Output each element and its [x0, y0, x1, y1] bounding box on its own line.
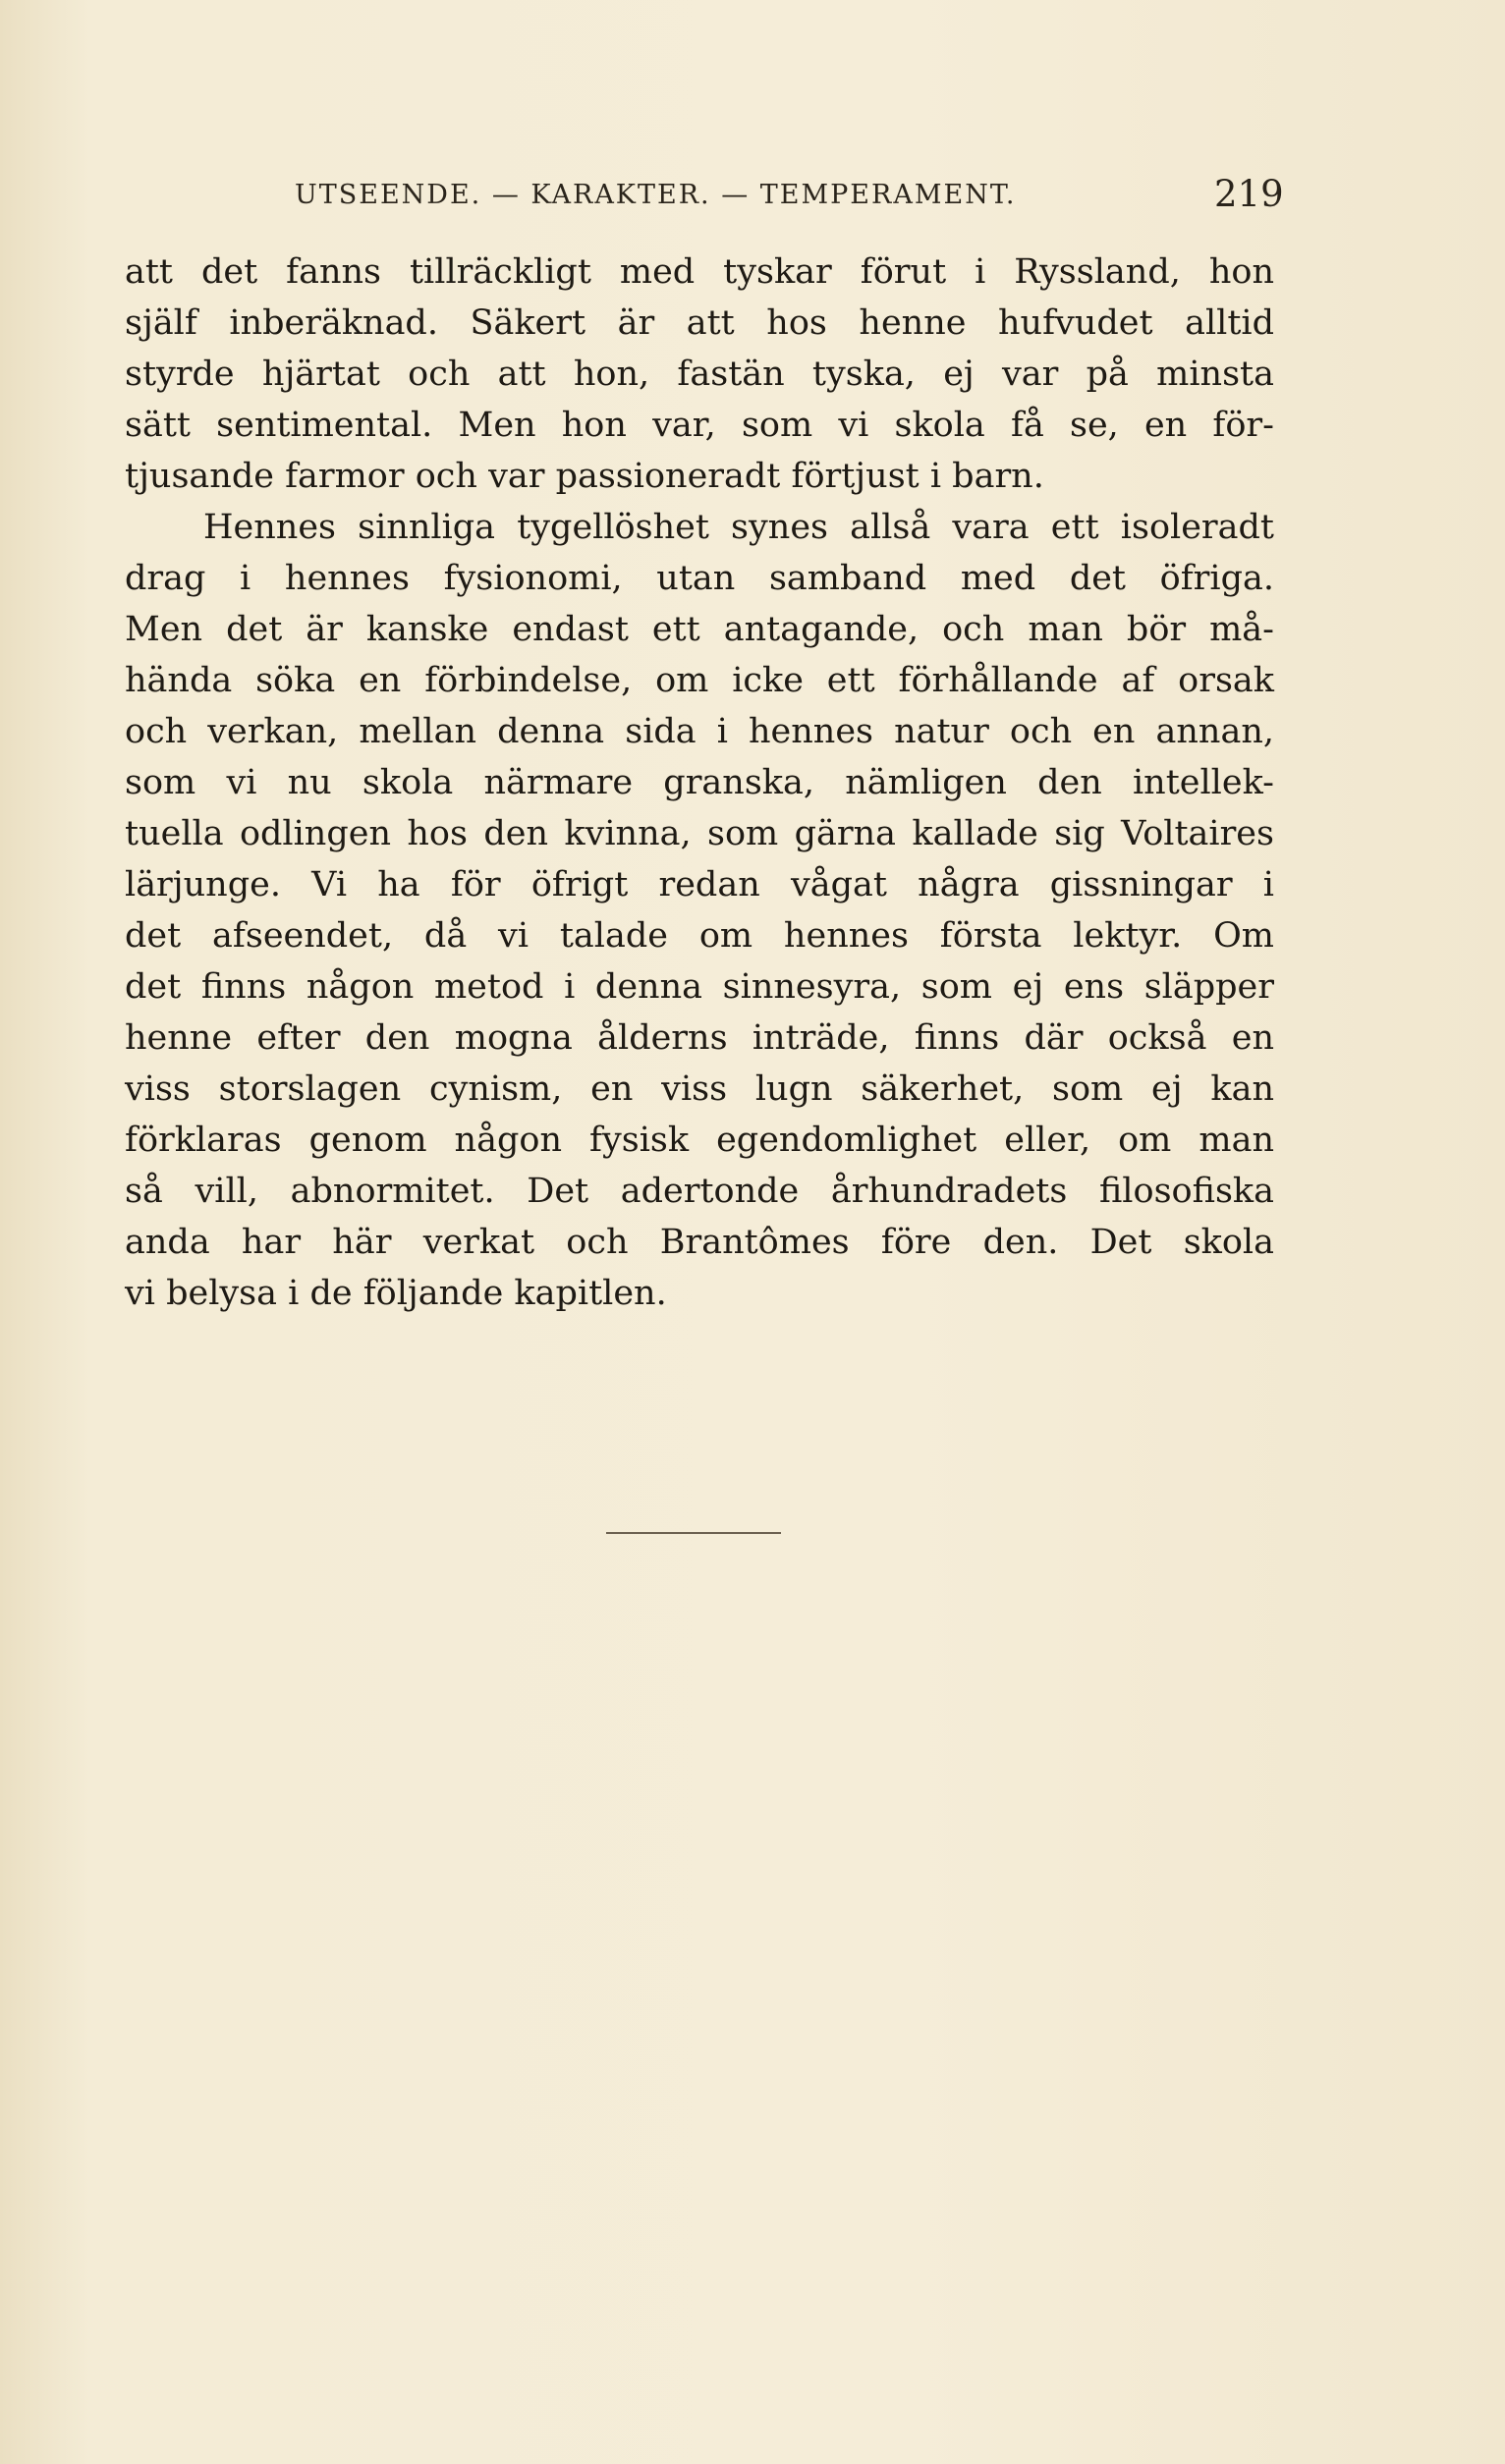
text-line: vi belysa i de följande kapitlen. [125, 1274, 667, 1313]
text-line: och verkan, mellan denna sida i hennes natur och en annan, [125, 712, 1274, 751]
text-line: tuella odlingen hos den kvinna, som gärna kallade sig Voltaires [125, 814, 1274, 853]
running-head: UTSEENDE. — KARAKTER. — TEMPERAMENT. [295, 180, 1017, 210]
text-line: det finns någon metod i denna sinnesyra, som ej ens släpper [125, 967, 1274, 1007]
text-line: som vi nu skola närmare granska, nämligen den intellek- [125, 763, 1274, 802]
text-line: viss storslagen cynism, en viss lugn säkerhet, som ej kan [125, 1069, 1274, 1109]
text-line: Hennes sinnliga tygellöshet synes allså vara ett isoleradt [203, 508, 1274, 547]
text-line: lärjunge. Vi ha för öfrigt redan vågat några gissningar i [125, 865, 1274, 904]
text-line: förklaras genom någon fysisk egendomlighet eller, om man [125, 1121, 1274, 1160]
paragraph-2 [125, 502, 1274, 1319]
page-number: 219 [1214, 173, 1284, 215]
text-line: det afseendet, då vi talade om hennes första lektyr. Om [125, 916, 1274, 956]
text-line: själf inberäknad. Säkert är att hos henne hufvudet alltid [125, 303, 1274, 343]
text-line: anda har här verkat och Brantômes före den. Det skola [125, 1223, 1274, 1262]
chapter-end-rule [606, 1532, 781, 1534]
text-line: tjusande farmor och var passioneradt förtjust i barn. [125, 457, 1044, 496]
text-line: att det fanns tillräckligt med tyskar förut i Ryssland, hon [125, 252, 1274, 292]
text-line: Men det är kanske endast ett antagande, och man bör må- [125, 610, 1274, 649]
body-text [125, 246, 1274, 1319]
paragraph-1 [125, 246, 1274, 502]
text-line: styrde hjärtat och att hon, fastän tyska, ej var på minsta [125, 355, 1274, 394]
text-line: hända söka en förbindelse, om icke ett förhållande af orsak [125, 661, 1274, 700]
text-line: sätt sentimental. Men hon var, som vi skola få se, en för- [125, 406, 1274, 445]
text-line: drag i hennes fysionomi, utan samband med det öfriga. [125, 559, 1274, 598]
text-line: henne efter den mogna ålderns inträde, finns där också en [125, 1018, 1274, 1058]
text-line: så vill, abnormitet. Det adertonde århundradets filosofiska [125, 1172, 1274, 1211]
